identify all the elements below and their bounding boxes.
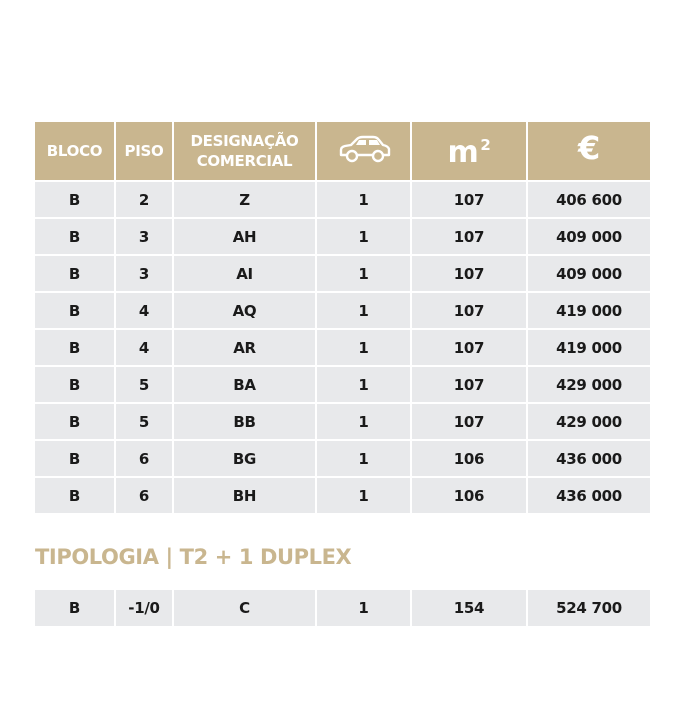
cell-parking: 1: [317, 590, 412, 626]
cell-designacao: C: [174, 590, 317, 626]
cell-piso: 5: [116, 365, 174, 402]
cell-designacao: AQ: [174, 291, 317, 328]
duplex-table: [35, 590, 650, 626]
header-area: [412, 122, 528, 180]
cell-bloco: B: [35, 590, 116, 626]
area-exponent: 2: [480, 136, 491, 154]
cell-piso: 4: [116, 328, 174, 365]
cell-designacao: AH: [174, 217, 317, 254]
cell-piso: -1/0: [116, 590, 174, 626]
cell-area: 107: [412, 180, 528, 217]
table-row: [35, 476, 650, 513]
table-row: [35, 590, 650, 626]
header-piso: PISO: [116, 122, 174, 180]
table-row: [35, 328, 650, 365]
cell-designacao: BG: [174, 439, 317, 476]
cell-parking: 1: [317, 439, 412, 476]
header-designacao-line1: DESIGNAÇÃO: [190, 132, 299, 150]
cell-bloco: B: [35, 217, 116, 254]
table-row: [35, 439, 650, 476]
cell-parking: 1: [317, 328, 412, 365]
euro-icon: €: [578, 129, 600, 167]
table-row: [35, 402, 650, 439]
cell-price: 409 000: [528, 254, 650, 291]
cell-area: 107: [412, 402, 528, 439]
cell-price: 419 000: [528, 291, 650, 328]
cell-designacao: AI: [174, 254, 317, 291]
cell-price: 436 000: [528, 439, 650, 476]
cell-piso: 5: [116, 402, 174, 439]
cell-designacao: BA: [174, 365, 317, 402]
cell-designacao: AR: [174, 328, 317, 365]
area-unit: m: [447, 135, 479, 170]
table-row: [35, 254, 650, 291]
cell-price: 429 000: [528, 402, 650, 439]
cell-area: 107: [412, 254, 528, 291]
cell-parking: 1: [317, 217, 412, 254]
table-row: [35, 180, 650, 217]
table-header-row: [35, 122, 650, 180]
cell-bloco: B: [35, 328, 116, 365]
cell-parking: 1: [317, 365, 412, 402]
header-price: [528, 122, 650, 180]
cell-price: 429 000: [528, 365, 650, 402]
cell-designacao: BH: [174, 476, 317, 513]
cell-parking: 1: [317, 254, 412, 291]
cell-bloco: B: [35, 254, 116, 291]
table-row: [35, 217, 650, 254]
cell-designacao: BB: [174, 402, 317, 439]
header-designacao-line2: COMERCIAL: [196, 152, 293, 170]
cell-parking: 1: [317, 180, 412, 217]
cell-parking: 1: [317, 291, 412, 328]
cell-bloco: B: [35, 476, 116, 513]
cell-area: 107: [412, 291, 528, 328]
header-parking: [317, 122, 412, 180]
section-title-duplex: TIPOLOGIA | T2 + 1 DUPLEX: [35, 545, 352, 569]
cell-piso: 3: [116, 254, 174, 291]
cell-piso: 3: [116, 217, 174, 254]
cell-designacao: Z: [174, 180, 317, 217]
header-bloco: BLOCO: [35, 122, 116, 180]
cell-area: 154: [412, 590, 528, 626]
cell-area: 107: [412, 365, 528, 402]
header-designacao: [174, 122, 317, 180]
cell-bloco: B: [35, 402, 116, 439]
cell-piso: 4: [116, 291, 174, 328]
cell-area: 107: [412, 328, 528, 365]
cell-bloco: B: [35, 180, 116, 217]
cell-parking: 1: [317, 476, 412, 513]
table-row: [35, 365, 650, 402]
cell-price: 406 600: [528, 180, 650, 217]
cell-price: 419 000: [528, 328, 650, 365]
cell-area: 107: [412, 217, 528, 254]
car-icon: [335, 133, 393, 165]
cell-piso: 6: [116, 439, 174, 476]
cell-piso: 2: [116, 180, 174, 217]
units-table: [35, 122, 650, 513]
cell-bloco: B: [35, 291, 116, 328]
table-row: [35, 291, 650, 328]
cell-price: 436 000: [528, 476, 650, 513]
cell-price: 524 700: [528, 590, 650, 626]
cell-parking: 1: [317, 402, 412, 439]
cell-piso: 6: [116, 476, 174, 513]
cell-price: 409 000: [528, 217, 650, 254]
cell-bloco: B: [35, 365, 116, 402]
cell-area: 106: [412, 476, 528, 513]
cell-area: 106: [412, 439, 528, 476]
cell-bloco: B: [35, 439, 116, 476]
